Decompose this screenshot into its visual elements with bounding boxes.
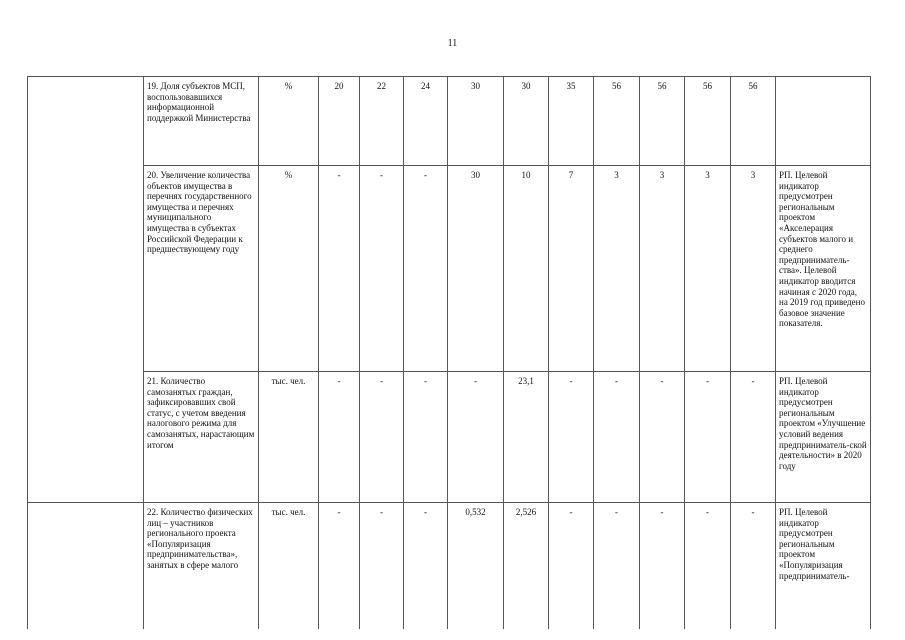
value-cell: 2,526 [504,503,549,630]
value-cell: 20 [319,77,360,166]
value-cell: 10 [504,166,549,372]
unit-cell: тыс. чел. [259,503,319,630]
value-cell: 0,532 [448,503,504,630]
value-cell: 24 [404,77,448,166]
value-cell: - [448,372,504,503]
value-cell: 3 [685,166,731,372]
program-cell [28,503,144,630]
indicator-name: 20. Увеличение количества объектов имущества в перечнях государственного имущества и перечнях муниципального имущества в субъектах Российской Федерации к предшествующему году [144,166,259,372]
program-cell [28,77,144,166]
value-cell: 3 [640,166,685,372]
indicator-name: 22. Количество физических лиц – участников регионального проекта «Популяризация предпринимательства», занятых в сфере малого [144,503,259,630]
value-cell: - [319,166,360,372]
value-cell: 35 [549,77,594,166]
value-cell: - [404,372,448,503]
value-cell: - [731,372,776,503]
value-cell: 7 [549,166,594,372]
unit-cell: тыс. чел. [259,372,319,503]
value-cell: - [360,166,404,372]
table-row [28,372,871,503]
value-cell: 3 [731,166,776,372]
table-row [28,503,871,630]
unit-cell: % [259,166,319,372]
note-cell: РП. Целевой индикатор предусмотрен региональным проектом «Популяризация предприниматель- [776,503,871,630]
indicator-name: 21. Количество самозанятых граждан, зафиксировавших свой статус, с учетом введения налогового режима для самозанятых, нарастающим итогом [144,372,259,503]
indicator-table [27,76,871,629]
value-cell: - [319,372,360,503]
value-cell: - [549,372,594,503]
value-cell: - [594,372,640,503]
value-cell: - [404,166,448,372]
value-cell: 56 [640,77,685,166]
value-cell: - [640,503,685,630]
indicator-name: 19. Доля субъектов МСП, воспользовавшихся информационной поддержкой Министерства [144,77,259,166]
value-cell: - [360,503,404,630]
program-cell [28,372,144,503]
value-cell: - [404,503,448,630]
value-cell: 30 [448,166,504,372]
page-number: 11 [447,38,458,49]
value-cell: 56 [685,77,731,166]
value-cell: 3 [594,166,640,372]
note-cell: РП. Целевой индикатор предусмотрен региональным проектом «Акселерация субъектов малого и среднего предприниматель-ства». Целевой индикатор вводится начиная с 2020 года, на 2019 год приведено базовое значение показателя. [776,166,871,372]
table-row [28,166,871,372]
value-cell: 22 [360,77,404,166]
value-cell: 23,1 [504,372,549,503]
value-cell: 30 [504,77,549,166]
value-cell: - [549,503,594,630]
value-cell: - [640,372,685,503]
value-cell: - [731,503,776,630]
value-cell: - [319,503,360,630]
note-cell: РП. Целевой индикатор предусмотрен региональным проектом «Улучшение условий ведения предприниматель-ской деятельности» в 2020 году [776,372,871,503]
value-cell: 56 [731,77,776,166]
value-cell: - [685,503,731,630]
value-cell: - [594,503,640,630]
value-cell: 56 [594,77,640,166]
table-row [28,77,871,166]
note-cell [776,77,871,166]
value-cell: 30 [448,77,504,166]
value-cell: - [360,372,404,503]
value-cell: - [685,372,731,503]
unit-cell: % [259,77,319,166]
program-cell [28,166,144,372]
